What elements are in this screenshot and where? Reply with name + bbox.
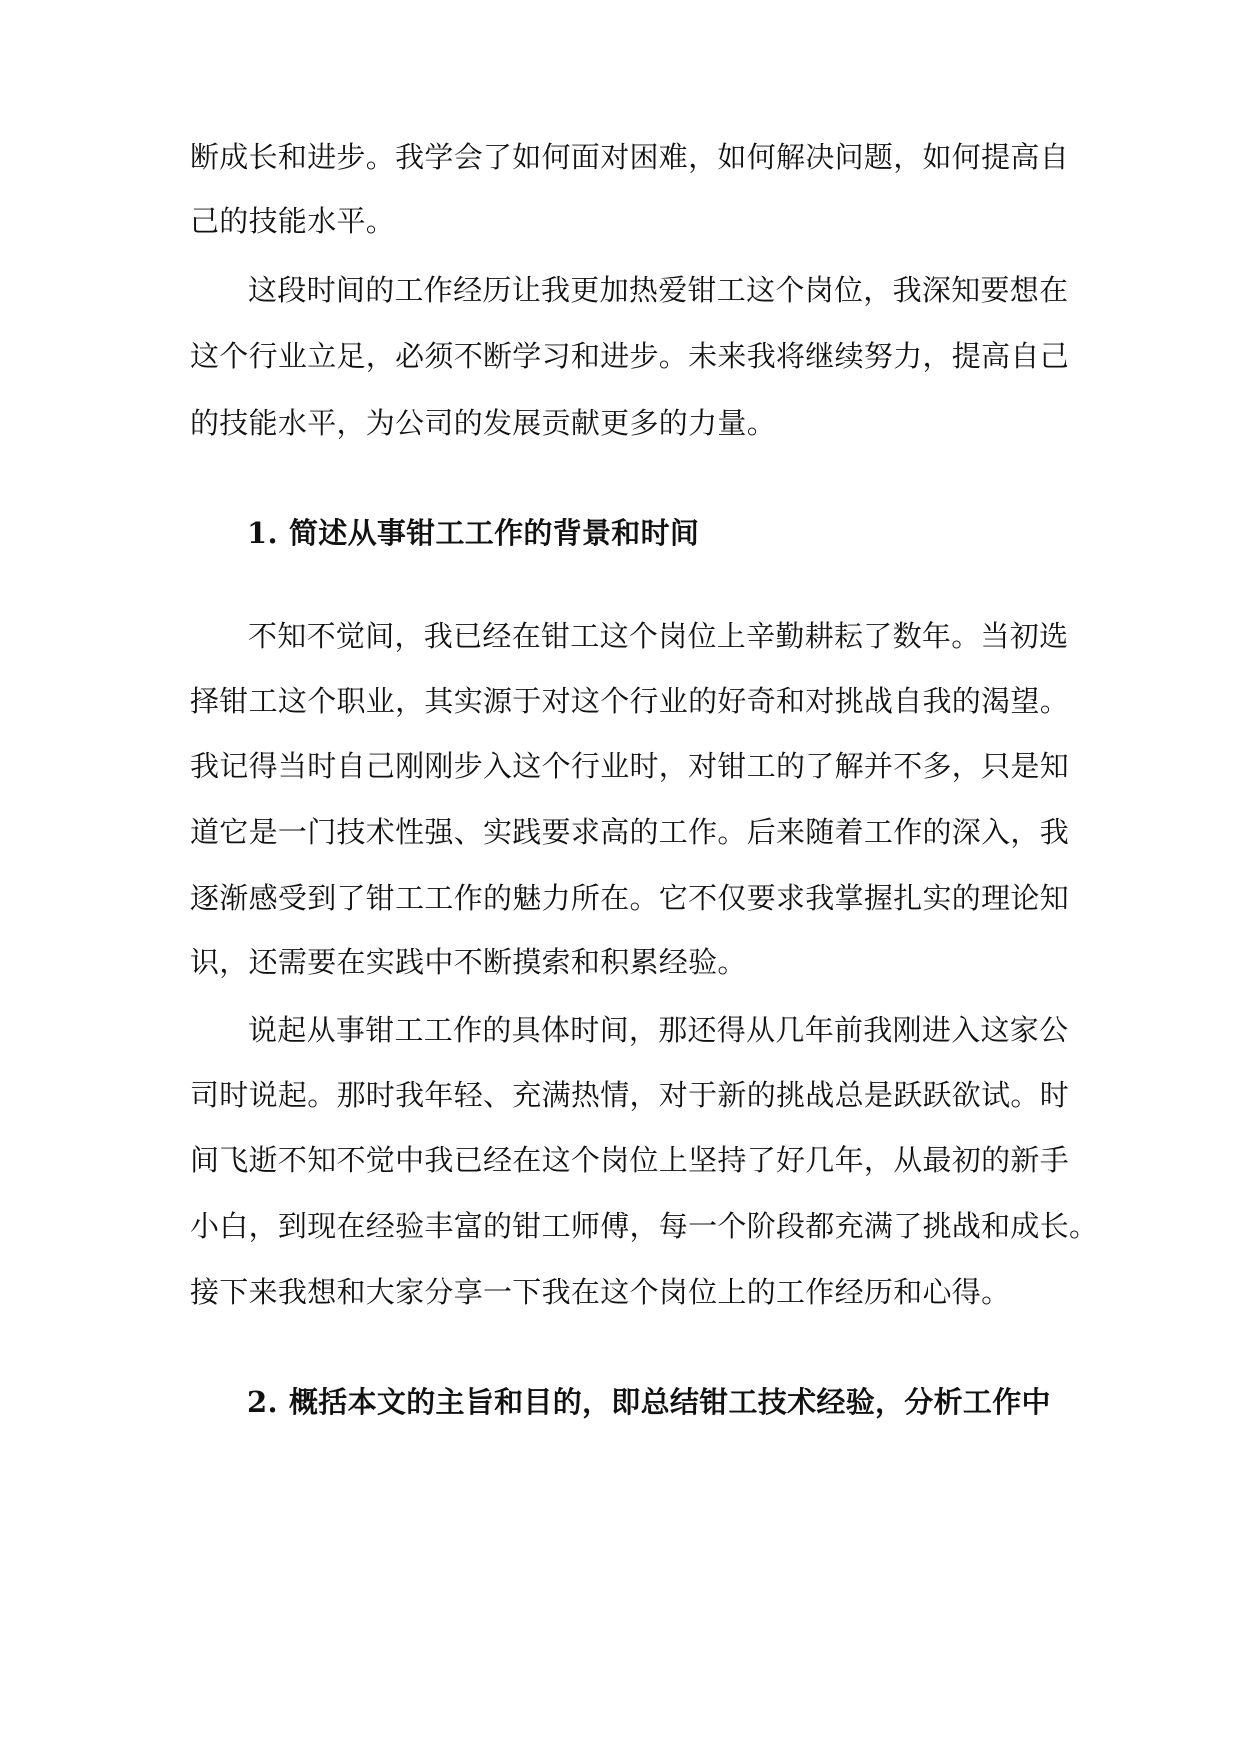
paragraph-2-line-3: 的技能水平，为公司的发展贡献更多的力量。 <box>190 406 777 440</box>
section-heading-1-text: 简述从事钳工工作的背景和时间 <box>289 516 700 550</box>
section-heading-2-number: 2. <box>247 1385 278 1419</box>
paragraph-1-line-1: 断成长和进步。我学会了如何面对困难，如何解决问题，如何提高自 <box>190 140 1070 174</box>
paragraph-4-line-1: 说起从事钳工工作的具体时间，那还得从几年前我刚进入这家公 <box>248 1013 1069 1047</box>
paragraph-4-line-3: 间飞逝不知不觉中我已经在这个岗位上坚持了好几年，从最初的新手 <box>190 1143 1070 1177</box>
paragraph-4-line-2: 司时说起。那时我年轻、充满热情，对于新的挑战总是跃跃欲试。时 <box>190 1078 1070 1112</box>
paragraph-3-line-4: 道它是一门技术性强、实践要求高的工作。后来随着工作的深入，我 <box>190 815 1070 849</box>
paragraph-3-line-2: 择钳工这个职业，其实源于对这个行业的好奇和对挑战自我的渴望。 <box>190 684 1070 718</box>
paragraph-3-line-3: 我记得当时自己刚刚步入这个行业时，对钳工的了解并不多，只是知 <box>190 749 1070 783</box>
paragraph-3-line-1: 不知不觉间，我已经在钳工这个岗位上辛勤耕耘了数年。当初选 <box>248 619 1069 653</box>
paragraph-3-line-5: 逐渐感受到了钳工工作的魅力所在。它不仅要求我掌握扎实的理论知 <box>190 881 1070 915</box>
paragraph-3-line-6: 识，还需要在实践中不断摸索和积累经验。 <box>190 945 747 979</box>
paragraph-4-line-4: 小白，到现在经验丰富的钳工师傅，每一个阶段都充满了挑战和成长。 <box>190 1209 1099 1243</box>
paragraph-2-line-2: 这个行业立足，必须不断学习和进步。未来我将继续努力，提高自己 <box>190 339 1070 373</box>
paragraph-2-line-1: 这段时间的工作经历让我更加热爱钳工这个岗位，我深知要想在 <box>248 273 1069 307</box>
section-heading-2 <box>247 1382 1117 1422</box>
paragraph-1-line-2: 己的技能水平。 <box>190 204 396 238</box>
section-heading-1-number: 1. <box>247 516 278 550</box>
paragraph-4-line-5: 接下来我想和大家分享一下我在这个岗位上的工作经历和心得。 <box>190 1275 1011 1309</box>
section-heading-1 <box>247 513 1117 553</box>
section-heading-2-text: 概括本文的主旨和目的，即总结钳工技术经验，分析工作中 <box>289 1385 1051 1419</box>
